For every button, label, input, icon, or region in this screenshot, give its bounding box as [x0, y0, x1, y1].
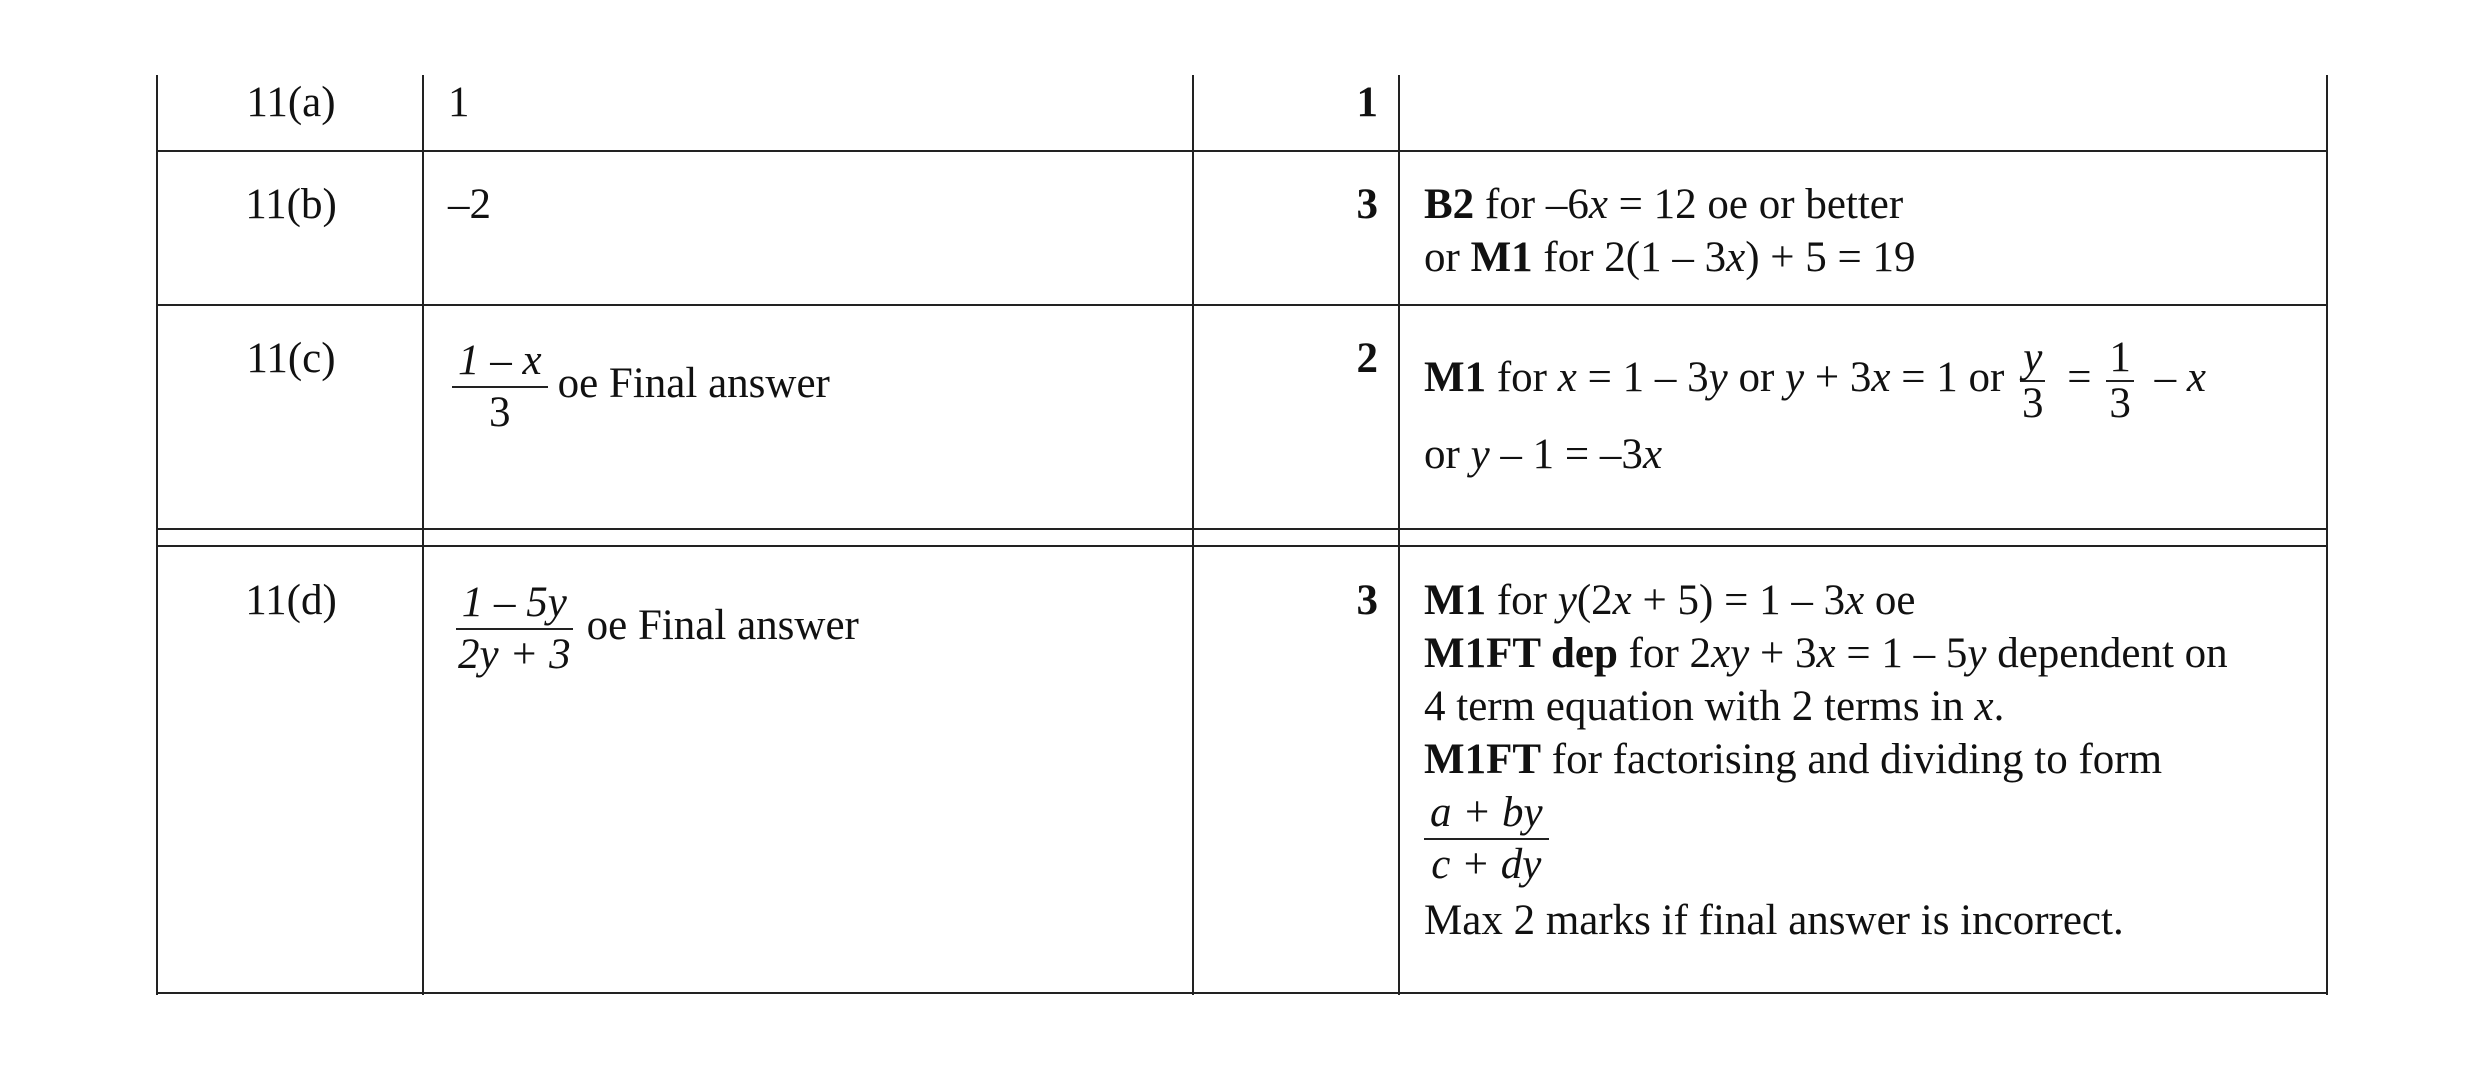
guidance-text: + 3 — [1749, 630, 1817, 677]
variable: y — [1557, 577, 1577, 624]
guidance-line — [1424, 428, 2206, 481]
variable: x — [1612, 577, 1632, 624]
table-border-right — [2326, 75, 2328, 995]
row-divider — [156, 150, 2328, 152]
mark-code: B2 — [1424, 181, 1475, 228]
answer: –2 — [448, 181, 491, 228]
guidance-fraction — [2106, 336, 2134, 426]
guidance-text: oe — [1864, 577, 1916, 624]
guidance-text: = 1 or — [1890, 353, 2016, 401]
variable: x — [1557, 353, 1577, 401]
answer: 1 — [448, 79, 470, 126]
variable: x — [1845, 577, 1865, 624]
row-divider — [156, 304, 2328, 306]
table-border-bottom — [156, 992, 2328, 994]
guidance-text: = 1 – 5 — [1835, 630, 1968, 677]
column-divider — [1192, 75, 1194, 995]
guidance-text: for 2(1 – 3 — [1532, 234, 1727, 281]
guidance-text: – 1 = –3 — [1489, 431, 1643, 478]
fraction-numerator: 1 — [2106, 336, 2134, 382]
fraction-denominator: c + dy — [1431, 841, 1542, 888]
guidance-text: or — [1424, 431, 1471, 478]
partial-marks-guidance — [1424, 574, 2228, 947]
variable: x — [1726, 234, 1746, 281]
answer-fraction — [452, 578, 577, 680]
fraction-denominator: 2y + 3 — [458, 631, 571, 678]
column-divider — [1398, 75, 1400, 995]
answer — [448, 336, 830, 438]
marks: 3 — [1356, 577, 1378, 624]
question-number: 11(a) — [246, 79, 336, 126]
answer-note: oe Final answer — [586, 601, 859, 649]
guidance-line — [1424, 733, 2228, 786]
marks: 2 — [1356, 335, 1378, 382]
guidance-text: for –6 — [1474, 181, 1589, 228]
guidance-text: for 2 — [1617, 630, 1712, 677]
guidance-text: Max 2 marks if final answer is incorrect. — [1424, 897, 2124, 944]
fraction-numerator: 1 – 5y — [456, 578, 573, 630]
guidance-text: for factorising and dividing to form — [1541, 736, 2163, 783]
guidance-text: or — [1727, 353, 1786, 401]
guidance-text: dependent on — [1986, 630, 2228, 677]
guidance-line — [1424, 336, 2206, 426]
guidance-text: for — [1486, 353, 1558, 401]
variable: x — [1974, 683, 1994, 730]
fraction-numerator: a + by — [1424, 788, 1549, 840]
guidance-text: (2 — [1576, 577, 1613, 624]
mark-code: M1FT — [1424, 736, 1542, 783]
guidance-text: . — [1993, 683, 2005, 730]
variable: x — [2186, 353, 2206, 401]
form-fraction — [1424, 788, 1549, 890]
guidance-text: = 1 – 3 — [1576, 353, 1709, 401]
guidance-text: + 3 — [1804, 353, 1872, 401]
guidance-text: or — [1424, 234, 1471, 281]
marks: 3 — [1356, 181, 1378, 228]
variable: x — [1588, 181, 1608, 228]
guidance-text: ) + 5 = 19 — [1745, 234, 1916, 281]
variable: y — [1785, 353, 1805, 401]
guidance-text: = 12 oe or better — [1607, 181, 1904, 228]
variable: y — [1470, 431, 1490, 478]
fraction-denominator: 3 — [2109, 380, 2131, 427]
guidance-text: – — [2143, 353, 2187, 401]
variable: x — [1871, 353, 1891, 401]
guidance-line — [1424, 178, 1916, 231]
question-number: 11(b) — [245, 181, 337, 228]
guidance-line — [1424, 894, 2228, 947]
guidance-text: + 5) = 1 – 3 — [1631, 577, 1846, 624]
variable: x — [1642, 431, 1663, 478]
marks: 1 — [1356, 79, 1378, 126]
fraction-denominator: 3 — [2022, 380, 2044, 427]
question-number: 11(c) — [246, 335, 336, 382]
guidance-line — [1424, 627, 2228, 680]
variable: xy — [1711, 630, 1750, 677]
guidance-line — [1424, 231, 1916, 284]
mark-code: M1 — [1470, 234, 1533, 281]
guidance-text: = — [2056, 353, 2103, 401]
answer-note: oe Final answer — [557, 359, 830, 407]
variable: x — [1816, 630, 1836, 677]
guidance-line — [1424, 788, 2228, 890]
mark-code: M1FT dep — [1424, 630, 1618, 677]
guidance-line — [1424, 574, 2228, 627]
variable: y — [1967, 630, 1987, 677]
mark-code: M1 — [1424, 353, 1487, 401]
partial-marks-guidance — [1424, 336, 2206, 481]
partial-marks-guidance — [1424, 178, 1916, 284]
fraction-denominator: 3 — [489, 389, 511, 436]
row-divider — [156, 545, 2328, 547]
mark-code: M1 — [1424, 577, 1487, 624]
question-number: 11(d) — [245, 577, 337, 624]
guidance-text: for — [1486, 577, 1558, 624]
answer-fraction — [452, 336, 548, 438]
guidance-text: 4 term equation with 2 terms in — [1424, 683, 1975, 730]
fraction-numerator: 1 – x — [452, 336, 548, 388]
fraction-numerator: y — [2020, 336, 2045, 382]
answer — [448, 578, 859, 680]
guidance-fraction — [2019, 336, 2047, 426]
variable: y — [1708, 353, 1728, 401]
guidance-line — [1424, 680, 2228, 733]
row-divider — [156, 528, 2328, 530]
